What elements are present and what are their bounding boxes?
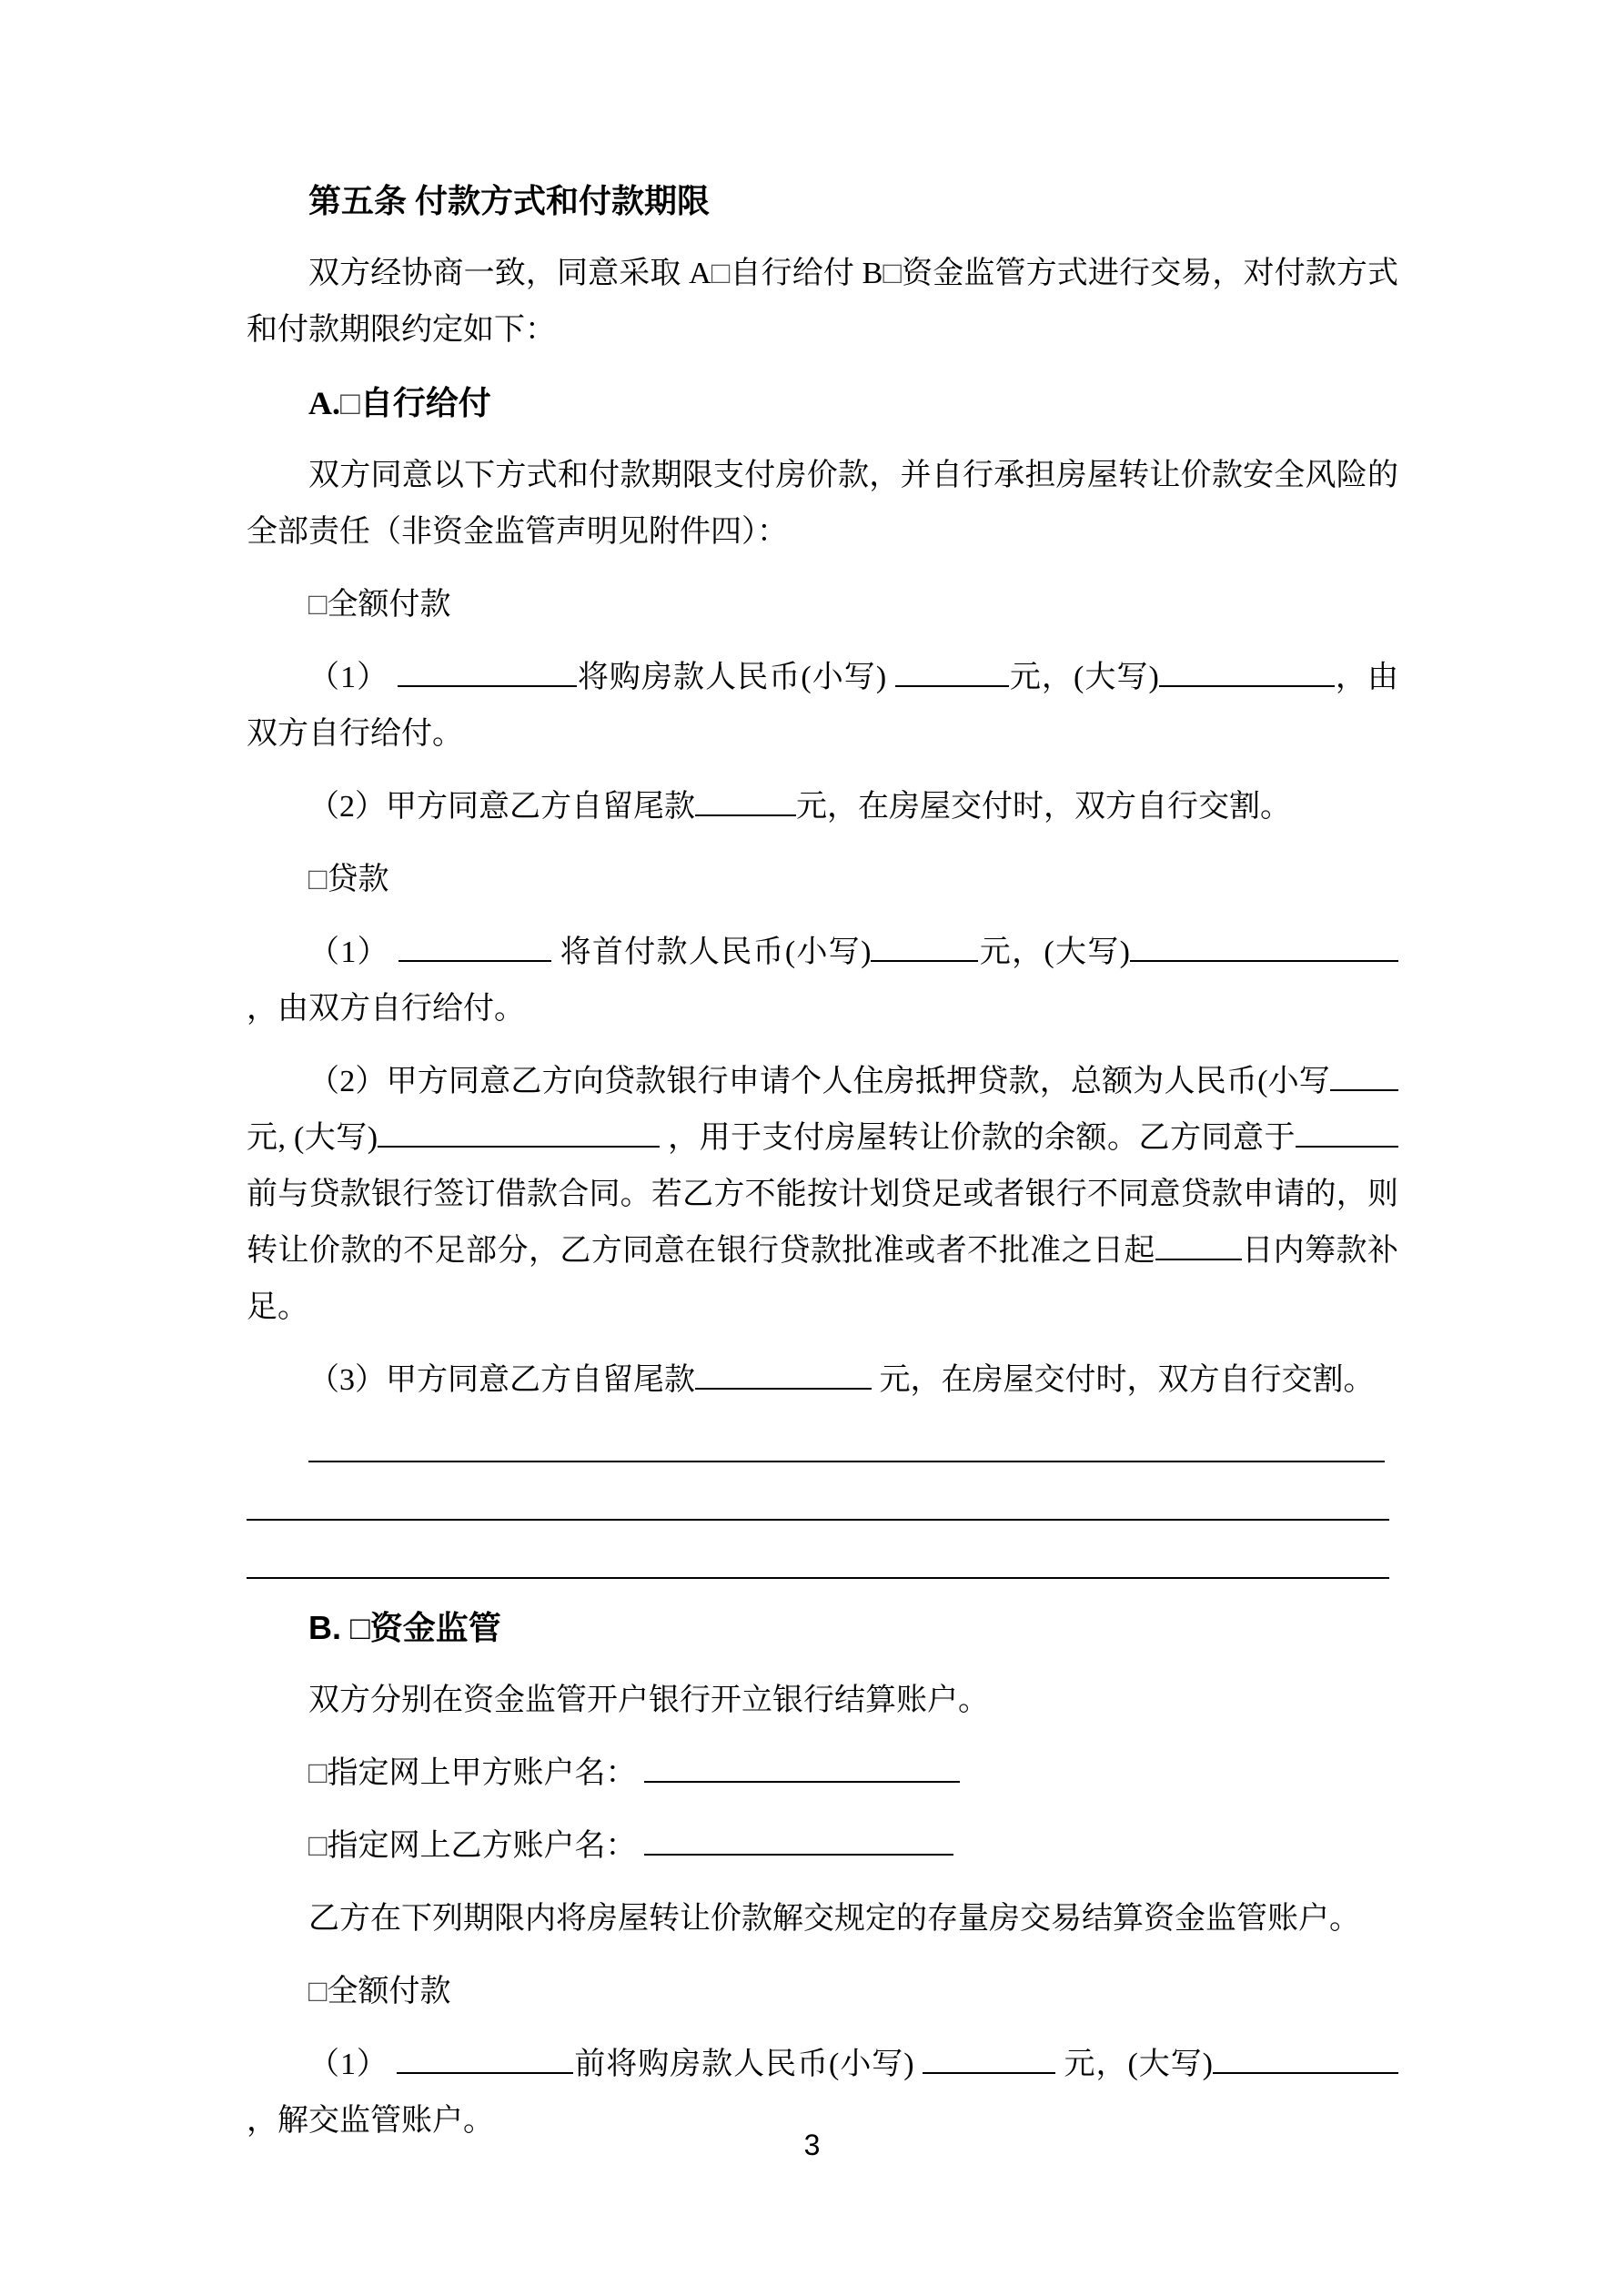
section-a-heading [247, 375, 1398, 431]
section-b-heading [247, 1600, 1398, 1656]
checkbox-icon: □ [883, 257, 903, 290]
text-run: ，由双方自行给付。 [247, 661, 1398, 751]
fill-in-blank [1330, 1058, 1398, 1091]
text-run: 双方同意以下方式和付款期限支付房价款，并自行承担房屋转让价款安全风险的全部责任（非资金监管声明见附件四）： [247, 459, 1398, 549]
text-run: 第五条 付款方式和付款期限 [308, 183, 711, 219]
fill-in-blank [1155, 1228, 1242, 1260]
fill-in-blank [247, 1546, 1389, 1579]
checkbox-icon: □ [340, 385, 360, 421]
checkbox-icon: □ [308, 863, 328, 896]
checkbox-icon: □ [308, 1756, 328, 1790]
text-run: （1） [308, 2048, 398, 2081]
ruled-line-1 [247, 1425, 1398, 1482]
text-run: 全额付款 [327, 1975, 451, 2008]
text-run: 资金监管方式进行交易，对付款方式和付款期限约定如下： [247, 257, 1398, 347]
intro-paragraph [247, 246, 1398, 359]
b-full-payment-option [247, 1964, 1398, 2020]
text-run: 日内筹款补足。 [247, 1234, 1399, 1324]
text-run: 贷款 [327, 863, 389, 896]
fill-in-blank [1159, 654, 1335, 687]
text-run: 将购房款人民币(小写) [576, 661, 895, 694]
fill-in-blank [397, 2041, 573, 2074]
text-run: 元，(大写) [1008, 661, 1159, 694]
section-a-intro [247, 448, 1398, 561]
fill-in-blank [398, 929, 551, 962]
document-body [247, 173, 1398, 2149]
deadline-paragraph [247, 1891, 1398, 1947]
text-run: （2）甲方同意乙方自留尾款 [308, 790, 695, 824]
text-run: 乙方在下列期限内将房屋转让价款解交规定的存量房交易结算资金监管账户。 [308, 1902, 1360, 1936]
text-run: （2）甲方同意乙方向贷款银行申请个人住房抵押贷款，总额为人民币(小写 [308, 1065, 1330, 1098]
loan-item-2 [247, 1054, 1398, 1336]
text-run: ，解交监管账户。 [247, 2104, 494, 2138]
fill-in-blank [378, 1115, 660, 1148]
fill-in-blank [895, 654, 1009, 687]
fill-in-blank [644, 1823, 953, 1856]
text-run: 自行给付 [359, 385, 491, 421]
text-run: 指定网上甲方账户名： [327, 1756, 645, 1790]
fill-in-blank [1296, 1115, 1398, 1148]
text-run: 将首付款人民币(小写) [550, 936, 872, 969]
article-title [247, 173, 1398, 229]
text-run: （1） [308, 661, 398, 694]
loan-item-1 [247, 925, 1398, 1037]
party-b-account [247, 1818, 1398, 1875]
fill-in-blank [1213, 2041, 1398, 2074]
page-number: 3 [803, 2129, 821, 2161]
full-payment-option [247, 577, 1398, 633]
text-run: 元，(大写) [978, 936, 1130, 969]
checkbox-icon: □ [308, 1975, 328, 2008]
text-run: 指定网上乙方账户名： [327, 1829, 645, 1863]
fill-in-blank [247, 1488, 1389, 1521]
full-payment-item-2 [247, 779, 1398, 835]
fill-in-blank [695, 784, 796, 816]
text-run: 自行给付 B [730, 257, 883, 290]
full-payment-item-1 [247, 650, 1398, 763]
text-run: （3）甲方同意乙方自留尾款 [308, 1363, 695, 1397]
text-run: A. [308, 385, 340, 421]
checkbox-icon: □ [350, 1609, 370, 1646]
text-run: 双方分别在资金监管开户银行开立银行结算账户。 [308, 1684, 989, 1717]
checkbox-icon: □ [308, 588, 328, 622]
fill-in-blank [923, 2041, 1055, 2074]
loan-item-3 [247, 1352, 1398, 1409]
text-run: 元，在房屋交付时，双方自行交割。 [796, 790, 1291, 824]
section-b-intro [247, 1673, 1398, 1729]
text-run: 双方经协商一致，同意采取 A [308, 257, 711, 290]
fill-in-blank [308, 1430, 1385, 1462]
checkbox-icon: □ [308, 1829, 328, 1863]
ruled-line-3 [247, 1542, 1398, 1598]
fill-in-blank [871, 929, 978, 962]
fill-in-blank [644, 1750, 960, 1783]
loan-option [247, 852, 1398, 908]
text-run: ，由双方自行给付。 [247, 992, 525, 1026]
checkbox-icon: □ [711, 257, 731, 290]
text-run: 全额付款 [327, 588, 451, 622]
text-run: 元，(大写) [1055, 2048, 1213, 2081]
text-run: 前与贷款银行签订借款合同。若乙方不能按计划贷足或者银行不同意贷款申请的，则转让价款的不足部分，乙方同意在银行贷款批准或者不批准之日起 [247, 1178, 1398, 1268]
text-run: （1） [308, 936, 398, 969]
text-run: ，用于支付房屋转让价款的余额。乙方同意于 [660, 1121, 1296, 1155]
ruled-line-2 [247, 1483, 1398, 1540]
text-run: 元, (大写) [247, 1121, 378, 1155]
text-run: 前将购房款人民币(小写) [573, 2048, 923, 2081]
text-run: B. [308, 1609, 351, 1646]
fill-in-blank [1130, 929, 1398, 962]
text-run: 元，在房屋交付时，双方自行交割。 [872, 1363, 1375, 1397]
fill-in-blank [398, 654, 577, 687]
party-a-account [247, 1745, 1398, 1802]
text-run: 资金监管 [369, 1609, 501, 1646]
fill-in-blank [695, 1357, 872, 1390]
